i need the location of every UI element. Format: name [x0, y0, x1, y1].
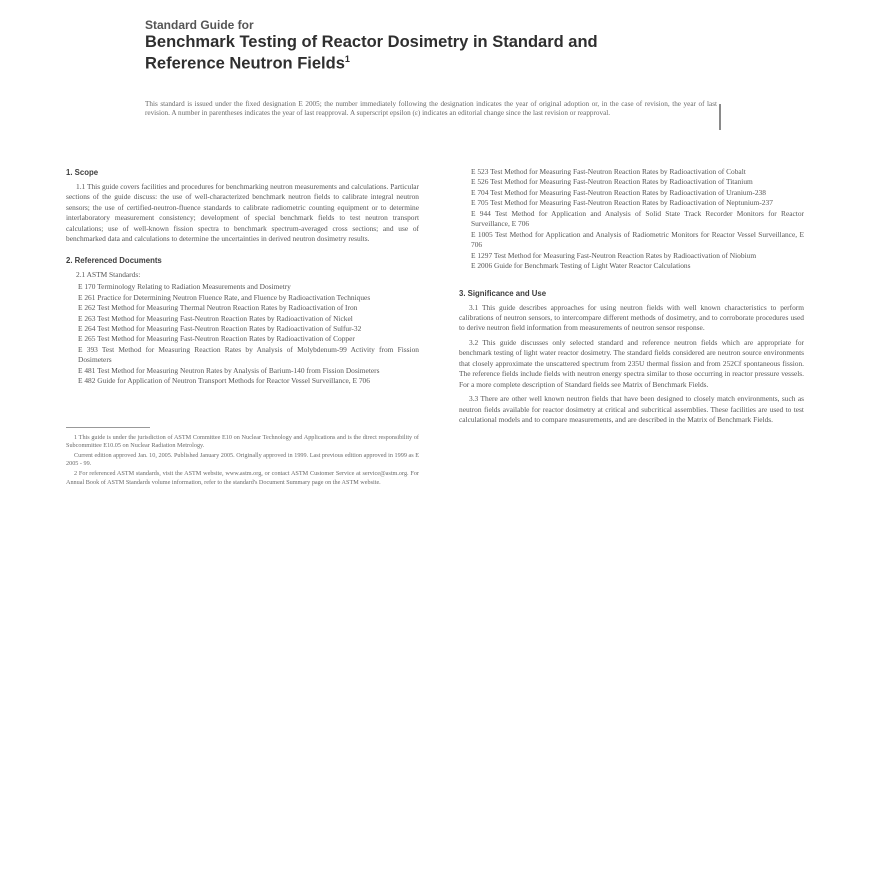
reference-item: E 1005 Test Method for Application and Analysis of Radiometric Monitors for Reactor Vessel Surveillance, E 706	[471, 229, 804, 250]
reference-item: E 1297 Test Method for Measuring Fast-Neutron Reaction Rates by Radioactivation of Niobium	[471, 250, 757, 260]
designation-note: This standard is issued under the fixed designation E 2005; the number immediately following the designation indicates the year of original adoption or, in the case of revision, the year of last revision. A number in parentheses indicates the year of last reapproval. A superscript epsilon (ε) indicates an editorial change since the last revision or reapproval.	[145, 100, 717, 118]
standard-type: Standard Guide for	[145, 18, 254, 32]
title-footnote-mark: 1	[344, 54, 350, 64]
reference-item: E 2006 Guide for Benchmark Testing of Light Water Reactor Calculations	[471, 261, 691, 271]
section-heading-scope: 1. Scope	[66, 168, 99, 177]
title-line-1: Benchmark Testing of Reactor Dosimetry in Standard and	[145, 33, 598, 51]
reference-item: E 170 Terminology Relating to Radiation Measurements and Dosimetry	[78, 282, 291, 292]
reference-item: E 704 Test Method for Measuring Fast-Neutron Reaction Rates by Radioactivation of Uranium-238	[471, 187, 766, 197]
reference-item: E 705 Test Method for Measuring Fast-Neutron Reaction Rates by Radioactivation of Neptunium-237	[471, 198, 773, 208]
reference-item: E 262 Test Method for Measuring Thermal Neutron Reaction Rates by Radioactivation of Iron	[78, 303, 358, 313]
left-column	[66, 167, 419, 488]
footnote-rule	[66, 427, 150, 428]
reference-item: E 523 Test Method for Measuring Fast-Neutron Reaction Rates by Radioactivation of Cobalt	[471, 167, 746, 176]
reference-item: E 265 Test Method for Measuring Fast-Neutron Reaction Rates by Radioactivation of Copper	[78, 334, 355, 344]
footnote: Current edition approved Jan. 10, 2005. Published January 2005. Originally approved in 1999. Last previous edition approved in 1999 as E 2005 - 99.	[66, 451, 419, 468]
reference-item: E 264 Test Method for Measuring Fast-Neutron Reaction Rates by Radioactivation of Sulfur-32	[78, 323, 362, 333]
document-title	[145, 34, 745, 73]
document-header	[145, 18, 745, 73]
reference-item: E 482 Guide for Application of Neutron Transport Methods for Reactor Vessel Surveillance, E 706	[78, 376, 370, 386]
reference-item: E 261 Practice for Determining Neutron Fluence Rate, and Fluence by Radioactivation Techniques	[78, 292, 371, 302]
reference-list-left	[66, 282, 419, 387]
right-column	[459, 167, 804, 426]
reference-item: E 944 Test Method for Application and Analysis of Solid State Track Recorder Monitors for Reactor Surveillance, E 706	[471, 208, 804, 229]
reference-item: E 263 Test Method for Measuring Fast-Neutron Reaction Rates by Radioactivation of Nickel	[78, 313, 353, 323]
reference-list-right	[459, 167, 804, 272]
scope-paragraph: 1.1 This guide covers facilities and procedures for benchmarking neutron measurements and calculations. Particular sections of the guide discuss: the use of well-characterized benchmark neutron fields to calibrate integral neutron sensors; the use of certified-neutron-fluence standards to calibrate radiometric counting equipment or to determine interlaboratory measurement consistency; development of special benchmark fields to test neutron transport calculations; use of well-known fission spectra to benchmark spectrum-averaged cross sections; and use of benchmarked data and calculations to determine the uncertainties in derived neutron dosimetry results.	[66, 182, 419, 244]
footnotes	[66, 434, 419, 488]
significance-paragraph-1: 3.1 This guide describes approaches for using neutron fields with well known characteristics to perform calibrations of neutron sensors, to intercompare different methods of dosimetry, and to corroborate procedures used to derive neutron field information from measurements of neutron sensor response.	[459, 302, 804, 333]
footnote: 1 This guide is under the jurisdiction of ASTM Committee E10 on Nuclear Technology and Applications and is the direct responsibility of Subcommittee E10.05 on Nuclear Radiation Metrology.	[66, 433, 419, 450]
title-line-2: Reference Neutron Fields	[145, 54, 345, 73]
revision-margin-bar	[719, 104, 721, 130]
section-heading-referenced-documents: 2. Referenced Documents	[66, 255, 162, 265]
section-heading-significance: 3. Significance and Use	[459, 288, 547, 298]
reference-item: E 526 Test Method for Measuring Fast-Neutron Reaction Rates by Radioactivation of Titanium	[471, 177, 753, 187]
significance-paragraph-3: 3.3 There are other well known neutron fields that have been designed to closely match environments, such as neutron fields available for reactor dosimetry at critical and subcritical assemblies. These facilities are used to test calculational models and to compare measurements, and are described in the Matrix of Benchmark Fields.	[459, 394, 804, 425]
astm-standards-label: 2.1 ASTM Standards:	[76, 269, 141, 279]
reference-item: E 393 Test Method for Measuring Reaction Rates by Analysis of Molybdenum-99 Activity from Fission Dosimeters	[78, 344, 419, 365]
reference-item: E 481 Test Method for Measuring Neutron Rates by Analysis of Barium-140 from Fission Dosimeters	[78, 365, 380, 375]
footnote: 2 For referenced ASTM standards, visit the ASTM website, www.astm.org, or contact ASTM Customer Service at service@astm.org. For Annual Book of ASTM Standards volume information, refer to the standard's Document Summary page on the ASTM website.	[66, 470, 419, 486]
significance-paragraph-2: 3.2 This guide discusses only selected standard and reference neutron fields which are appropriate for benchmark testing of light water reactor dosimetry. The standard fields considered are neutron source environments that closely approximate the unscattered spectrum from 235U thermal fission and from 252Cf spontaneous fission. The reference fields include fields with neutron energy spectra similar to those occurring in reactor pressure vessels. For a more complete description of Standard fields see Matrix of Benchmark Fields.	[459, 337, 804, 389]
